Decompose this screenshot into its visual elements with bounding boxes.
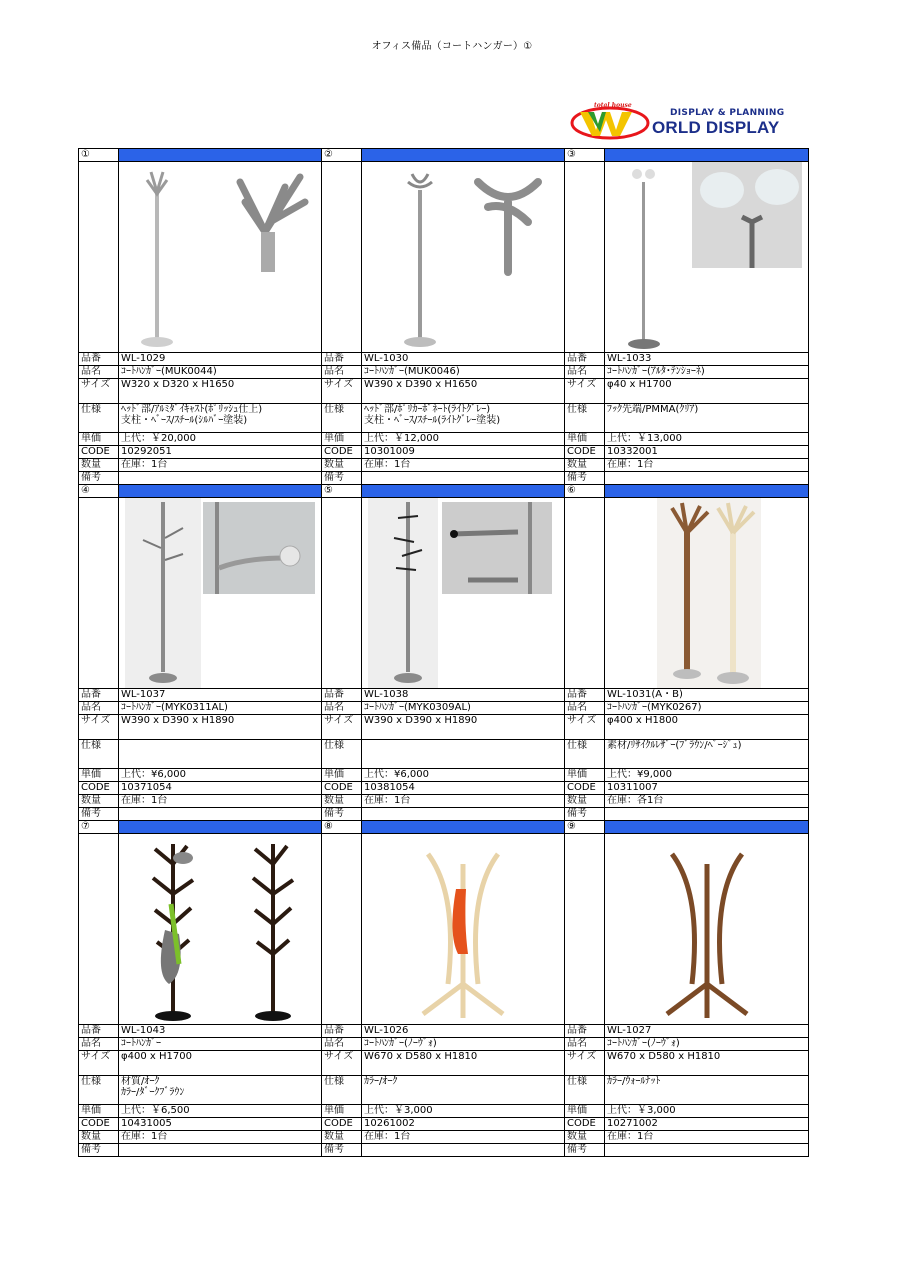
product-spec-label: 仕様	[79, 1076, 119, 1105]
product-photo	[362, 834, 565, 1025]
product-spec-label: 仕様	[565, 404, 605, 433]
product-spec-line: 支柱・ﾍﾞｰｽ/ｽﾁｰﾙ(ﾗｲﾄｸﾞﾚｰ塗装)	[364, 415, 501, 426]
product-name-value: ｺｰﾄﾊﾝｶﾞｰ(ﾉｰｳﾞｫ)	[605, 1038, 809, 1051]
item-number: ⑤	[322, 485, 362, 498]
product-size-row	[79, 379, 809, 404]
quantity-label: 数量	[565, 795, 605, 808]
item-header-band	[362, 821, 565, 834]
product-code-label: CODE	[322, 446, 362, 459]
quantity-value: 在庫：1台	[605, 1131, 809, 1144]
product-name-value: ｺｰﾄﾊﾝｶﾞｰ(MUK0046)	[362, 366, 565, 379]
notes-value	[119, 472, 322, 485]
quantity-label: 数量	[79, 459, 119, 472]
part-number-value: WL-1029	[119, 353, 322, 366]
notes-label: 備考	[565, 472, 605, 485]
product-spec-line: 支柱・ﾍﾞｰｽ/ｽﾁｰﾙ(ｼﾙﾊﾞｰ塗装)	[121, 415, 248, 426]
product-spec-value	[362, 404, 565, 433]
product-code-value: 10381054	[362, 782, 565, 795]
item-number: ③	[565, 149, 605, 162]
quantity-label: 数量	[565, 459, 605, 472]
unit-price-value: 上代：¥6,000	[362, 769, 565, 782]
item-number: ⑦	[79, 821, 119, 834]
product-photo	[605, 162, 809, 353]
item-image-row	[79, 162, 809, 353]
product-name-row	[79, 1038, 809, 1051]
quantity-label: 数量	[565, 1131, 605, 1144]
product-spec-value	[362, 1076, 565, 1105]
product-code-value: 10271002	[605, 1118, 809, 1131]
unit-price-label: 単価	[322, 433, 362, 446]
quantity-row	[79, 795, 809, 808]
product-name-value: ｺｰﾄﾊﾝｶﾞｰ	[119, 1038, 322, 1051]
notes-label: 備考	[322, 1144, 362, 1157]
product-size-value: W670 x D580 x H1810	[605, 1051, 809, 1076]
logo-wordmark: ORLD DISPLAY	[652, 118, 780, 137]
product-photo	[119, 834, 322, 1025]
page-title: オフィス備品（コートハンガー）①	[371, 41, 533, 52]
product-spec-row	[79, 1076, 809, 1105]
notes-label: 備考	[79, 808, 119, 821]
product-name-label: 品名	[322, 1038, 362, 1051]
notes-value	[119, 1144, 322, 1157]
item-header-band	[362, 485, 565, 498]
product-name-label: 品名	[565, 702, 605, 715]
item-header-band	[119, 485, 322, 498]
part-number-label: 品番	[322, 689, 362, 702]
notes-label: 備考	[565, 808, 605, 821]
notes-label: 備考	[79, 472, 119, 485]
product-name-value: ｺｰﾄﾊﾝｶﾞｰ(MYK0309AL)	[362, 702, 565, 715]
product-size-label: サイズ	[79, 715, 119, 740]
part-number-value: WL-1033	[605, 353, 809, 366]
product-code-value: 10371054	[119, 782, 322, 795]
product-spec-line: ｶﾗｰ/ｵｰｸ	[364, 1076, 398, 1087]
part-number-row	[79, 1025, 809, 1038]
notes-value	[605, 808, 809, 821]
quantity-value: 在庫：1台	[362, 795, 565, 808]
quantity-row	[79, 459, 809, 472]
item-image-row	[79, 834, 809, 1025]
part-number-value: WL-1030	[362, 353, 565, 366]
item-label-spacer	[79, 162, 119, 353]
product-size-row	[79, 1051, 809, 1076]
unit-price-value: 上代：¥9,000	[605, 769, 809, 782]
product-size-value: φ400 x H1700	[119, 1051, 322, 1076]
product-code-value: 10301009	[362, 446, 565, 459]
product-size-row	[79, 715, 809, 740]
part-number-row	[79, 353, 809, 366]
product-photo	[119, 162, 322, 353]
item-number: ①	[79, 149, 119, 162]
product-size-label: サイズ	[322, 379, 362, 404]
quantity-label: 数量	[322, 795, 362, 808]
quantity-label: 数量	[322, 459, 362, 472]
unit-price-label: 単価	[322, 1105, 362, 1118]
unit-price-value: 上代：￥3,000	[362, 1105, 565, 1118]
part-number-row	[79, 689, 809, 702]
unit-price-value: 上代：￥6,500	[119, 1105, 322, 1118]
unit-price-value: 上代：¥6,000	[119, 769, 322, 782]
logo-small-text: total house	[594, 102, 632, 109]
quantity-label: 数量	[322, 1131, 362, 1144]
unit-price-label: 単価	[565, 1105, 605, 1118]
product-code-label: CODE	[79, 1118, 119, 1131]
product-name-label: 品名	[565, 366, 605, 379]
product-code-row	[79, 1118, 809, 1131]
product-photo	[605, 498, 809, 689]
product-code-value: 10431005	[119, 1118, 322, 1131]
product-spec-line: 素材/ﾘｻｲｸﾙﾚｻﾞｰ(ﾌﾞﾗｳﾝ/ﾍﾞｰｼﾞｭ)	[607, 740, 742, 751]
notes-row	[79, 808, 809, 821]
product-code-label: CODE	[322, 1118, 362, 1131]
notes-value	[605, 472, 809, 485]
product-spec-value	[605, 1076, 809, 1105]
product-size-value: φ40 x H1700	[605, 379, 809, 404]
part-number-value: WL-1031(A・B)	[605, 689, 809, 702]
product-code-value: 10292051	[119, 446, 322, 459]
unit-price-row	[79, 1105, 809, 1118]
unit-price-value: 上代：￥13,000	[605, 433, 809, 446]
product-spec-value	[119, 1076, 322, 1105]
product-size-label: サイズ	[322, 715, 362, 740]
item-header-row	[79, 485, 809, 498]
product-photo	[119, 498, 322, 689]
notes-label: 備考	[322, 472, 362, 485]
logo-mark-icon	[570, 106, 650, 140]
notes-row	[79, 1144, 809, 1157]
unit-price-label: 単価	[79, 769, 119, 782]
product-name-label: 品名	[322, 366, 362, 379]
item-number: ②	[322, 149, 362, 162]
unit-price-label: 単価	[79, 433, 119, 446]
product-size-label: サイズ	[79, 1051, 119, 1076]
product-spec-line: ｶﾗｰ/ﾀﾞｰｸﾌﾞﾗｳﾝ	[121, 1087, 185, 1098]
item-header-row	[79, 149, 809, 162]
item-label-spacer	[565, 834, 605, 1025]
unit-price-value: 上代：￥12,000	[362, 433, 565, 446]
part-number-label: 品番	[565, 1025, 605, 1038]
product-spec-label: 仕様	[322, 740, 362, 769]
item-number: ④	[79, 485, 119, 498]
product-size-value: W390 x D390 x H1890	[119, 715, 322, 740]
product-spec-line: 材質/ｵｰｸ	[121, 1076, 160, 1087]
item-label-spacer	[322, 834, 362, 1025]
item-label-spacer	[565, 498, 605, 689]
quantity-label: 数量	[79, 795, 119, 808]
quantity-value: 在庫：1台	[119, 459, 322, 472]
quantity-row	[79, 1131, 809, 1144]
product-spec-label: 仕様	[79, 740, 119, 769]
item-header-band	[605, 821, 809, 834]
product-code-row	[79, 782, 809, 795]
product-name-label: 品名	[79, 366, 119, 379]
product-code-row	[79, 446, 809, 459]
unit-price-label: 単価	[322, 769, 362, 782]
product-code-label: CODE	[565, 1118, 605, 1131]
product-size-label: サイズ	[79, 379, 119, 404]
quantity-value: 在庫：1台	[119, 1131, 322, 1144]
item-label-spacer	[322, 162, 362, 353]
product-name-value: ｺｰﾄﾊﾝｶﾞｰ(MUK0044)	[119, 366, 322, 379]
item-label-spacer	[565, 162, 605, 353]
notes-label: 備考	[79, 1144, 119, 1157]
part-number-label: 品番	[79, 353, 119, 366]
notes-value	[362, 808, 565, 821]
product-table	[78, 148, 809, 1157]
notes-label: 備考	[565, 1144, 605, 1157]
product-code-label: CODE	[565, 446, 605, 459]
product-spec-label: 仕様	[565, 1076, 605, 1105]
part-number-value: WL-1043	[119, 1025, 322, 1038]
unit-price-label: 単価	[79, 1105, 119, 1118]
product-code-label: CODE	[565, 782, 605, 795]
product-code-value: 10332001	[605, 446, 809, 459]
part-number-label: 品番	[322, 353, 362, 366]
part-number-label: 品番	[79, 1025, 119, 1038]
product-name-value: ｺｰﾄﾊﾝｶﾞｰ(MYK0267)	[605, 702, 809, 715]
product-spec-label: 仕様	[322, 1076, 362, 1105]
product-spec-row	[79, 404, 809, 433]
product-spec-value	[119, 740, 322, 769]
product-size-value: φ400 x H1800	[605, 715, 809, 740]
product-spec-row	[79, 740, 809, 769]
item-header-band	[119, 149, 322, 162]
product-size-label: サイズ	[565, 379, 605, 404]
item-image-row	[79, 498, 809, 689]
item-number: ⑧	[322, 821, 362, 834]
quantity-value: 在庫：各1台	[605, 795, 809, 808]
product-code-value: 10261002	[362, 1118, 565, 1131]
part-number-label: 品番	[565, 689, 605, 702]
logo-tagline: DISPLAY & PLANNING	[670, 108, 785, 118]
product-spec-value	[605, 404, 809, 433]
product-code-label: CODE	[79, 782, 119, 795]
notes-value	[362, 1144, 565, 1157]
unit-price-value: 上代：￥20,000	[119, 433, 322, 446]
product-spec-value	[605, 740, 809, 769]
notes-value	[605, 1144, 809, 1157]
item-header-band	[605, 485, 809, 498]
part-number-value: WL-1027	[605, 1025, 809, 1038]
product-name-label: 品名	[565, 1038, 605, 1051]
product-photo	[605, 834, 809, 1025]
part-number-value: WL-1037	[119, 689, 322, 702]
item-label-spacer	[79, 834, 119, 1025]
product-code-value: 10311007	[605, 782, 809, 795]
part-number-value: WL-1038	[362, 689, 565, 702]
quantity-value: 在庫：1台	[362, 1131, 565, 1144]
unit-price-label: 単価	[565, 769, 605, 782]
product-name-label: 品名	[322, 702, 362, 715]
unit-price-value: 上代：￥3,000	[605, 1105, 809, 1118]
product-spec-value	[362, 740, 565, 769]
item-header-band	[605, 149, 809, 162]
product-spec-label: 仕様	[565, 740, 605, 769]
product-name-value: ｺｰﾄﾊﾝｶﾞｰ(ﾉｰｳﾞｫ)	[362, 1038, 565, 1051]
product-code-label: CODE	[79, 446, 119, 459]
company-logo	[570, 100, 810, 142]
product-photo	[362, 162, 565, 353]
notes-value	[362, 472, 565, 485]
product-spec-line: ｶﾗｰ/ｳｫｰﾙﾅｯﾄ	[607, 1076, 661, 1087]
product-name-row	[79, 366, 809, 379]
product-name-value: ｺｰﾄﾊﾝｶﾞｰ(MYK0311AL)	[119, 702, 322, 715]
product-size-value: W320 x D320 x H1650	[119, 379, 322, 404]
item-header-row	[79, 821, 809, 834]
product-name-label: 品名	[79, 1038, 119, 1051]
item-label-spacer	[79, 498, 119, 689]
product-spec-value	[119, 404, 322, 433]
notes-row	[79, 472, 809, 485]
product-name-value: ｺｰﾄﾊﾝｶﾞｰ(ｱﾙﾀ･ﾃﾝｼｮｰﾈ)	[605, 366, 809, 379]
product-size-label: サイズ	[565, 715, 605, 740]
notes-label: 備考	[322, 808, 362, 821]
unit-price-label: 単価	[565, 433, 605, 446]
product-spec-line: ﾍｯﾄﾞ部/ﾎﾟﾘｶｰﾎﾞﾈｰﾄ(ﾗｲﾄｸﾞﾚｰ)	[364, 404, 491, 415]
unit-price-row	[79, 433, 809, 446]
item-label-spacer	[322, 498, 362, 689]
product-size-value: W670 x D580 x H1810	[362, 1051, 565, 1076]
quantity-value: 在庫：1台	[119, 795, 322, 808]
part-number-label: 品番	[322, 1025, 362, 1038]
product-name-label: 品名	[79, 702, 119, 715]
product-spec-line: ﾍｯﾄﾞ部/ｱﾙﾐﾀﾞｲｷｬｽﾄ(ﾎﾟﾘｯｼｭ仕上)	[121, 404, 263, 415]
product-spec-label: 仕様	[79, 404, 119, 433]
product-size-label: サイズ	[565, 1051, 605, 1076]
part-number-label: 品番	[79, 689, 119, 702]
item-number: ⑨	[565, 821, 605, 834]
item-number: ⑥	[565, 485, 605, 498]
unit-price-row	[79, 769, 809, 782]
product-name-row	[79, 702, 809, 715]
quantity-value: 在庫：1台	[362, 459, 565, 472]
product-code-label: CODE	[322, 782, 362, 795]
part-number-label: 品番	[565, 353, 605, 366]
product-spec-label: 仕様	[322, 404, 362, 433]
notes-value	[119, 808, 322, 821]
part-number-value: WL-1026	[362, 1025, 565, 1038]
item-header-band	[119, 821, 322, 834]
product-size-value: W390 x D390 x H1890	[362, 715, 565, 740]
quantity-value: 在庫：1台	[605, 459, 809, 472]
product-photo	[362, 498, 565, 689]
product-size-value: W390 x D390 x H1650	[362, 379, 565, 404]
product-spec-line: ﾌｯｸ先端/PMMA(ｸﾘｱ)	[607, 404, 699, 415]
item-header-band	[362, 149, 565, 162]
quantity-label: 数量	[79, 1131, 119, 1144]
product-size-label: サイズ	[322, 1051, 362, 1076]
